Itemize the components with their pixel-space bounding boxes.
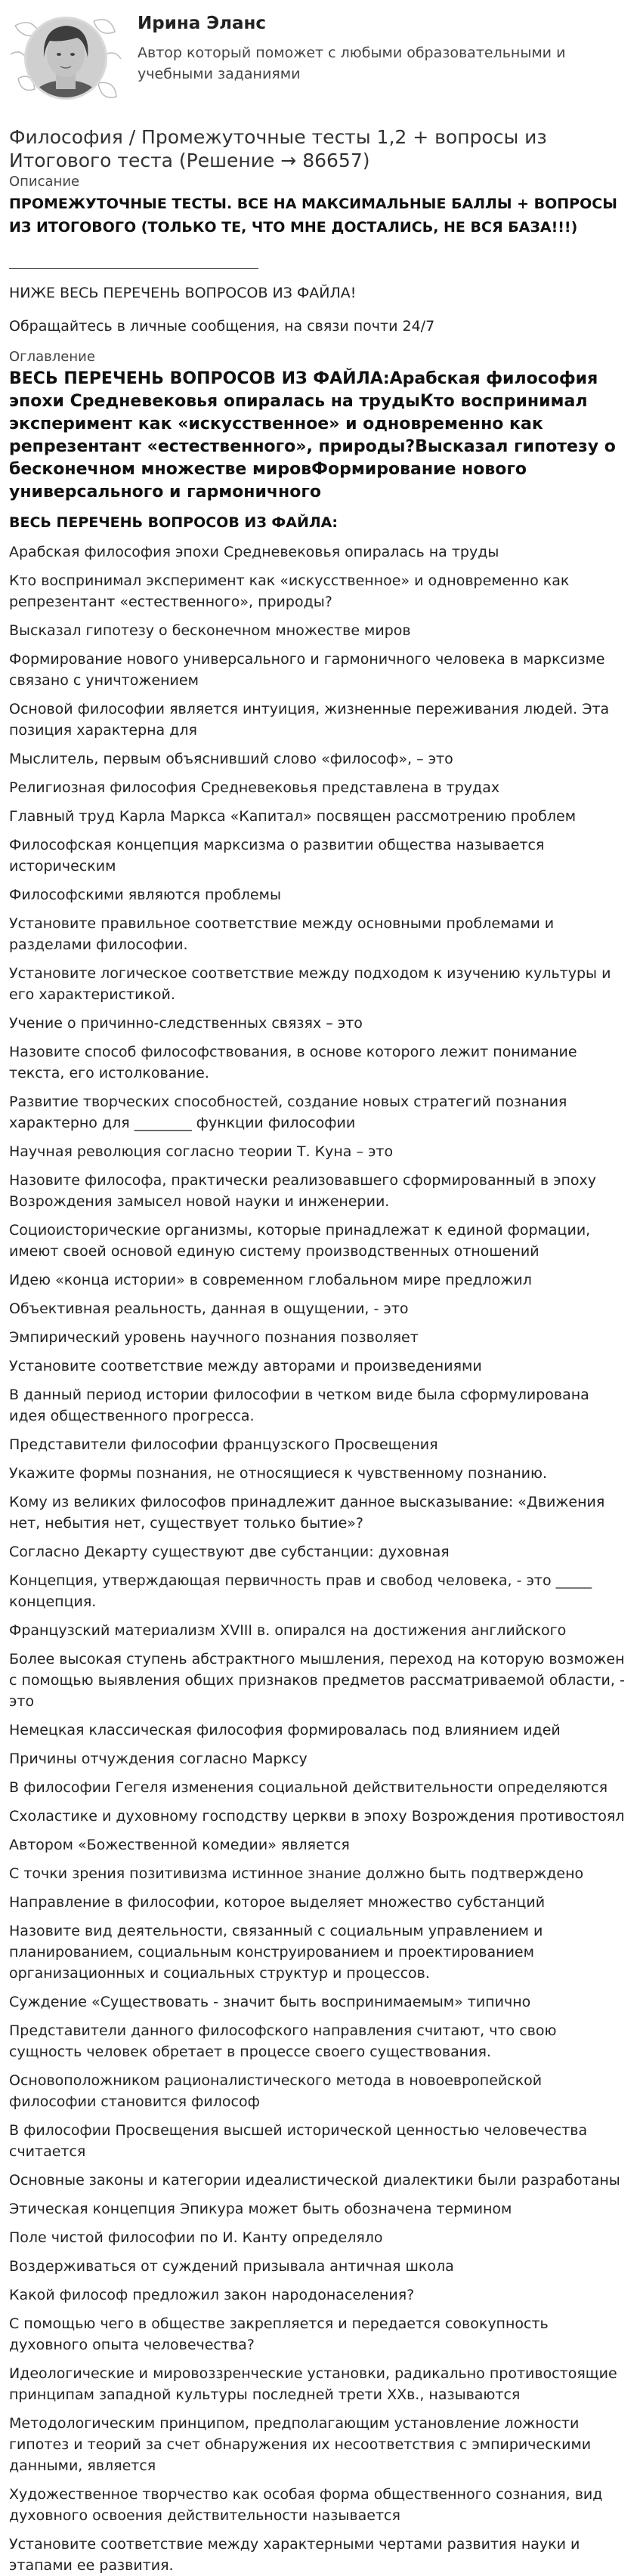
- question-item: Причины отчуждения согласно Марксу: [9, 1751, 308, 1767]
- author-name[interactable]: Ирина Эланс: [138, 14, 267, 33]
- question-item: Назовите вид деятельности, связанный с социальным управлением и планированием, социальным конструированием и проектированием организационных и социальных структур и процессов.: [9, 1923, 543, 1982]
- description-text: ПРОМЕЖУТОЧНЫЕ ТЕСТЫ. ВСЕ НА МАКСИМАЛЬНЫЕ БАЛЛЫ + ВОПРОСЫ ИЗ ИТОГОВОГО (ТОЛЬКО ТЕ, ЧТО МНЕ ДОСТАЛИСЬ, НЕ ВСЯ БАЗА!!!): [9, 196, 617, 236]
- question-item: В философии Просвещения высшей исторической ценностью человечества считается: [9, 2122, 588, 2160]
- question-item: Представители данного философского направления считают, что свою сущность человек обретает в процессе своего существования.: [9, 2022, 557, 2060]
- note-contact: Обращайтесь в личные сообщения, на связи почти 24/7: [9, 318, 435, 335]
- question-item: Установите соответствие между характерными чертами развития науки и этапами ее развития.: [9, 2536, 580, 2574]
- question-item: Научная революция согласно теории Т. Куна – это: [9, 1143, 394, 1160]
- question-item: Какой философ предложил закон народонаселения?: [9, 2287, 415, 2303]
- toc-text: ВЕСЬ ПЕРЕЧЕНЬ ВОПРОСОВ ИЗ ФАЙЛА:Арабская философия эпохи Средневековья опиралась на трудыКто воспринимал эксперимент как «искусственное» и одновременно как репрезентант «естественного», природы?Высказал гипотезу о бесконечном множестве мировФормирование нового универсального и гармоничного: [9, 369, 616, 501]
- question-item: Формирование нового универсального и гармоничного человека в марксизме связано с уничтожением: [9, 651, 605, 689]
- question-item: Художественное творчество как особая форма общественного сознания, вид духовного освоения действительности называется: [9, 2486, 603, 2524]
- question-item: Направление в философии, которое выделяет множество субстанций: [9, 1894, 546, 1911]
- author-description: Автор который поможет с любыми образовательными и учебными заданиями: [138, 45, 566, 82]
- question-item: Установите соответствие между авторами и произведениями: [9, 1358, 482, 1374]
- note-list: НИЖЕ ВЕСЬ ПЕРЕЧЕНЬ ВОПРОСОВ ИЗ ФАЙЛА!: [9, 285, 357, 301]
- question-item: Философская концепция марксизма о развитии общества называется историческим: [9, 837, 545, 875]
- question-item: Философскими являются проблемы: [9, 887, 281, 903]
- question-item: Более высокая ступень абстрактного мышления, переход на которую возможен с помощью выявления общих признаков предметов рассматриваемой области, - это: [9, 1651, 625, 1710]
- question-item: Французский материализм XVIII в. опирался на достижения английского: [9, 1622, 567, 1639]
- question-item: Эмпирический уровень научного познания позволяет: [9, 1329, 419, 1346]
- question-item: Поле чистой философии по И. Канту определяло: [9, 2229, 383, 2246]
- page-title: Философия / Промежуточные тесты 1,2 + вопросы из Итогового теста (Решение → 86657): [9, 126, 547, 171]
- question-item: Установите логическое соответствие между подходом к изучению культуры и его характеристикой.: [9, 965, 611, 1003]
- question-item: Объективная реальность, данная в ощущении, - это: [9, 1300, 409, 1317]
- question-item: Главный труд Карла Маркса «Капитал» посвящен рассмотрению проблем: [9, 808, 577, 825]
- question-item: Учение о причинно-следственных связях – это: [9, 1015, 363, 1032]
- question-item: Укажите формы познания, не относящиеся к чувственному познанию.: [9, 1465, 548, 1482]
- divider: [9, 268, 258, 269]
- question-item: Автором «Божественной комедии» является: [9, 1837, 350, 1853]
- question-item: С точки зрения позитивизма истинное знание должно быть подтверждено: [9, 1865, 584, 1882]
- question-item: Идею «конца истории» в современном глобальном мире предложил: [9, 1272, 532, 1288]
- question-item: Этическая концепция Эпикура может быть обозначена термином: [9, 2201, 512, 2217]
- question-item: Высказал гипотезу о бесконечном множестве миров: [9, 622, 411, 639]
- question-item: Представители философии французского Просвещения: [9, 1436, 438, 1453]
- question-item: Назовите способ философствования, в основе которого лежит понимание текста, его истолкование.: [9, 1044, 577, 1081]
- question-item: Назовите философа, практически реализовавшего сформированный в эпоху Возрождения замысел новой науки и инженерии.: [9, 1172, 597, 1210]
- question-item: Кому из великих философов принадлежит данное высказывание: «Движения нет, небытия нет, существует только бытие»?: [9, 1494, 605, 1532]
- question-item: Схоластике и духовному господству церкви в эпоху Возрождения противостоял: [9, 1808, 625, 1825]
- question-item: Основой философии является интуиция, жизненные переживания людей. Эта позиция характерна для: [9, 701, 610, 739]
- question-item: В философии Гегеля изменения социальной действительности определяются: [9, 1779, 608, 1796]
- question-item: Религиозная философия Средневековья представлена в трудах: [9, 779, 500, 796]
- question-item: Идеологические и мировоззренческие установки, радикально противостоящие принципам западной культуры последней трети XXв., называются: [9, 2365, 617, 2403]
- question-item: В данный период истории философии в четком виде была сформулирована идея общественного прогресса.: [9, 1387, 589, 1424]
- toc-label: Оглавление: [9, 349, 95, 365]
- question-item: Арабская философия эпохи Средневековья опиралась на труды: [9, 544, 499, 560]
- question-item: Основоположником рационалистического метода в новоевропейской философии становится философ: [9, 2072, 543, 2110]
- avatar-photo-icon: [9, 11, 122, 106]
- author-card: [9, 11, 629, 109]
- question-item: Суждение «Существовать - значит быть воспринимаемым» типично: [9, 1994, 531, 2010]
- question-list: [9, 541, 629, 2576]
- question-item: Методологическим принципом, предполагающим установление ложности гипотез и теорий за счет обнаружения их несоответствия с эмпирическими данными, является: [9, 2415, 592, 2474]
- question-item: Воздерживаться от суждений призывала античная школа: [9, 2258, 454, 2275]
- question-item: Развитие творческих способностей, создание новых стратегий познания характерно для ________ функции философии: [9, 1094, 567, 1131]
- question-item: Установите правильное соответствие между основными проблемами и разделами философии.: [9, 915, 555, 953]
- author-avatar[interactable]: [9, 11, 122, 106]
- question-item: Концепция, утверждающая первичность прав и свобод человека, - это _____ концепция.: [9, 1572, 592, 1610]
- question-item: Кто воспринимал эксперимент как «искусственное» и одновременно как репрезентант «естественного», природы?: [9, 572, 570, 610]
- description-label: Описание: [9, 174, 80, 190]
- question-item: Согласно Декарту существуют две субстанции: духовная: [9, 1544, 450, 1560]
- question-item: С помощью чего в обществе закрепляется и передается совокупность духовного опыта человечества?: [9, 2315, 549, 2353]
- section-heading: ВЕСЬ ПЕРЕЧЕНЬ ВОПРОСОВ ИЗ ФАЙЛА:: [9, 514, 338, 531]
- question-item: Социоисторические организмы, которые принадлежат к единой формации, имеют своей основой единую систему производственных отношений: [9, 1222, 591, 1260]
- question-item: Основные законы и категории идеалистической диалектики были разработаны: [9, 2172, 620, 2189]
- author-info: [138, 11, 591, 85]
- question-item: Мыслитель, первым объяснивший слово «философ», – это: [9, 751, 453, 767]
- question-item: Немецкая классическая философия формировалась под влиянием идей: [9, 1722, 561, 1738]
